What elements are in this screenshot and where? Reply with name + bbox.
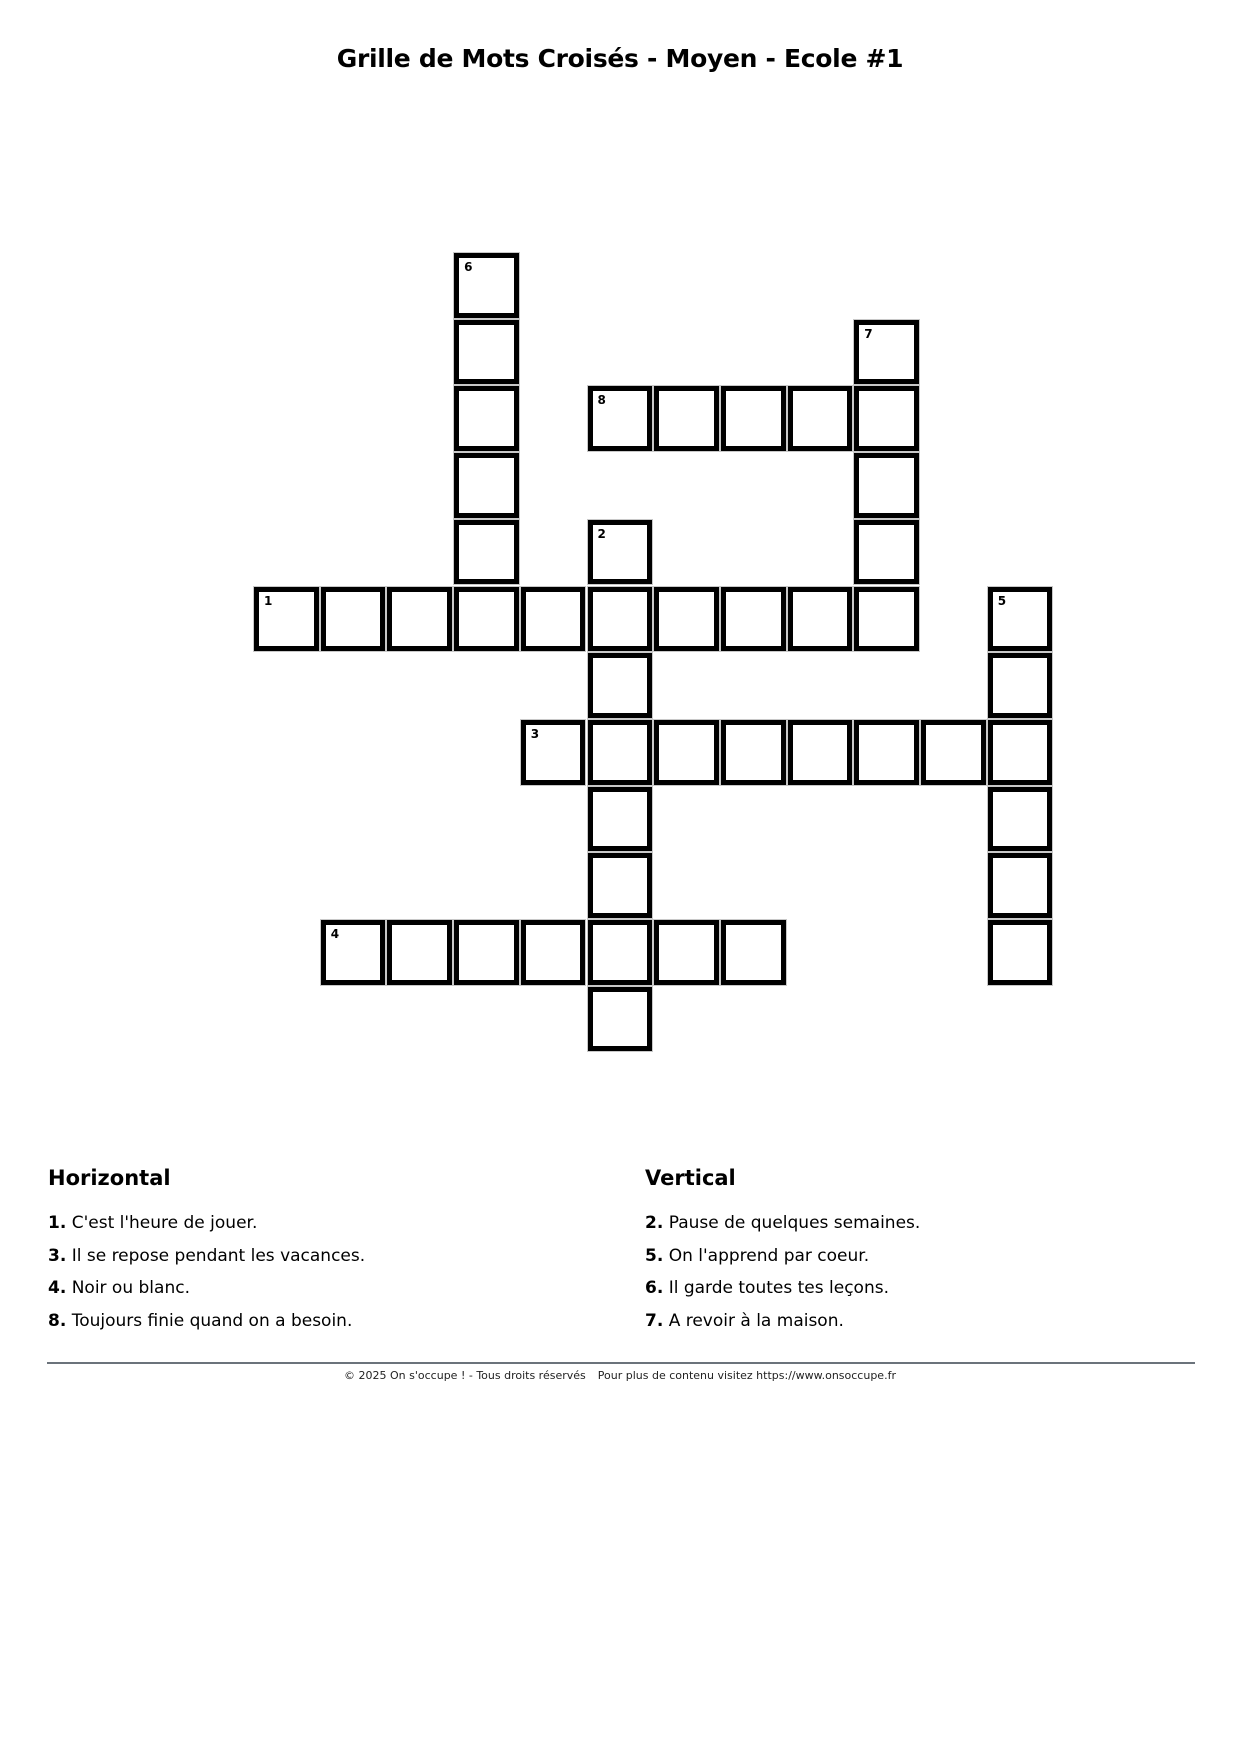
grid-cell-box <box>588 653 653 718</box>
grid-cell-box <box>788 720 853 785</box>
grid-cell[interactable] <box>853 719 920 786</box>
grid-cell-box <box>254 587 319 652</box>
grid-cell-box <box>721 386 786 451</box>
grid-cell[interactable] <box>320 586 387 653</box>
grid-cell-box <box>721 920 786 985</box>
grid-cell-box <box>654 587 719 652</box>
clue-number: 6. <box>645 1278 664 1299</box>
grid-cell-box <box>921 720 986 785</box>
grid-cell[interactable] <box>720 719 787 786</box>
grid-cell-box <box>321 587 386 652</box>
clue-number: 3. <box>48 1245 67 1266</box>
grid-cell-box <box>588 520 653 585</box>
grid-cell[interactable] <box>853 586 920 653</box>
grid-cell-box <box>854 720 919 785</box>
cell-number: 5 <box>997 593 1007 608</box>
grid-cell[interactable] <box>520 719 587 786</box>
grid-cell-box <box>788 587 853 652</box>
grid-cell[interactable] <box>853 385 920 452</box>
clue-number: 2. <box>645 1213 664 1234</box>
grid-cell[interactable] <box>253 586 320 653</box>
grid-cell-box <box>988 920 1053 985</box>
grid-cell-box <box>988 787 1053 852</box>
grid-cell[interactable] <box>987 919 1054 986</box>
grid-cell-box <box>588 987 653 1052</box>
grid-cell[interactable] <box>720 586 787 653</box>
clue-item <box>645 1240 920 1273</box>
cell-number: 7 <box>864 326 873 341</box>
cell-number: 4 <box>330 927 340 941</box>
clue-number: 4. <box>48 1278 67 1299</box>
grid-cell[interactable] <box>987 786 1054 853</box>
grid-cell[interactable] <box>653 719 720 786</box>
grid-cell-box <box>788 386 853 451</box>
grid-cell-box <box>454 520 519 585</box>
clues-vertical-heading: Vertical <box>645 1166 736 1190</box>
grid-cell-box <box>721 587 786 652</box>
clue-text: A revoir à la maison. <box>668 1310 844 1331</box>
cell-number: 6 <box>464 260 473 274</box>
grid-cell[interactable] <box>587 385 654 452</box>
grid-cell-box <box>521 587 586 652</box>
grid-cell[interactable] <box>987 852 1054 919</box>
clue-item <box>645 1207 920 1240</box>
grid-cell-box <box>854 520 919 585</box>
grid-cell[interactable] <box>587 519 654 586</box>
grid-cell[interactable] <box>653 586 720 653</box>
grid-cell-box <box>988 853 1053 918</box>
clue-text: Toujours finie quand on a besoin. <box>71 1310 353 1331</box>
grid-cell-box <box>588 920 653 985</box>
clue-item <box>48 1305 365 1338</box>
grid-cell[interactable] <box>987 586 1054 653</box>
grid-cell-box <box>321 920 386 985</box>
grid-cell-box <box>454 320 519 385</box>
grid-cell[interactable] <box>320 919 387 986</box>
grid-cell-box <box>654 386 719 451</box>
page-title: Grille de Mots Croisés - Moyen - Ecole #1 <box>336 44 904 73</box>
grid-cell[interactable] <box>720 385 787 452</box>
grid-cell[interactable] <box>386 919 453 986</box>
grid-cell[interactable] <box>787 719 854 786</box>
grid-cell-box <box>588 787 653 852</box>
grid-cell[interactable] <box>453 919 520 986</box>
grid-cell[interactable] <box>520 919 587 986</box>
grid-cell-box <box>654 720 719 785</box>
cell-number: 3 <box>530 726 540 741</box>
clue-text: Il garde toutes tes leçons. <box>668 1278 889 1299</box>
grid-cell-box <box>387 587 452 652</box>
grid-cell[interactable] <box>453 252 520 319</box>
grid-cell[interactable] <box>587 852 654 919</box>
clue-item <box>48 1207 365 1240</box>
grid-cell-box <box>721 720 786 785</box>
grid-cell[interactable] <box>453 452 520 519</box>
footer-copyright: © 2025 On s'occupe ! - Tous droits réservés <box>344 1369 586 1382</box>
grid-cell-box <box>521 720 586 785</box>
grid-cell[interactable] <box>987 719 1054 786</box>
grid-cell[interactable] <box>853 452 920 519</box>
grid-cell[interactable] <box>453 519 520 586</box>
grid-cell[interactable] <box>587 719 654 786</box>
grid-cell-box <box>854 320 919 385</box>
grid-cell-box <box>454 453 519 518</box>
grid-cell-box <box>454 386 519 451</box>
clue-number: 1. <box>48 1213 67 1234</box>
clues-horizontal <box>48 1166 365 1337</box>
grid-cell[interactable] <box>987 652 1054 719</box>
grid-cell-box <box>454 253 519 318</box>
grid-cell-box <box>988 653 1053 718</box>
grid-cell[interactable] <box>920 719 987 786</box>
clue-text: Noir ou blanc. <box>71 1278 190 1299</box>
grid-cell[interactable] <box>587 652 654 719</box>
grid-cell[interactable] <box>787 586 854 653</box>
grid-cell-box <box>588 720 653 785</box>
grid-cell-box <box>588 587 653 652</box>
clues-vertical <box>645 1166 920 1337</box>
grid-cell-box <box>521 920 586 985</box>
clue-text: Pause de quelques semaines. <box>668 1213 921 1234</box>
cell-number: 8 <box>597 393 606 408</box>
grid-cell[interactable] <box>587 986 654 1053</box>
grid-cell-box <box>588 853 653 918</box>
crossword-grid <box>253 252 1053 1052</box>
grid-cell-box <box>454 587 519 652</box>
footer-link-text[interactable]: Pour plus de contenu visitez https://www.onsoccupe.fr <box>597 1369 896 1382</box>
grid-cell[interactable] <box>386 586 453 653</box>
grid-cell-box <box>854 386 919 451</box>
grid-cell-box <box>588 386 653 451</box>
grid-cell-box <box>454 920 519 985</box>
grid-cell-box <box>988 587 1053 652</box>
clue-text: C'est l'heure de jouer. <box>71 1213 258 1234</box>
grid-cell[interactable] <box>853 319 920 386</box>
grid-cell[interactable] <box>453 385 520 452</box>
cell-number: 1 <box>264 593 273 608</box>
clue-item <box>645 1272 920 1305</box>
grid-cell-box <box>854 453 919 518</box>
grid-cell[interactable] <box>587 586 654 653</box>
grid-cell[interactable] <box>653 919 720 986</box>
grid-cell[interactable] <box>853 519 920 586</box>
grid-cell[interactable] <box>453 319 520 386</box>
clue-text: Il se repose pendant les vacances. <box>71 1245 366 1266</box>
clue-item <box>48 1272 365 1305</box>
clue-item <box>48 1240 365 1273</box>
grid-cell[interactable] <box>453 586 520 653</box>
clue-number: 8. <box>48 1310 67 1331</box>
grid-cell[interactable] <box>653 385 720 452</box>
grid-cell-box <box>654 920 719 985</box>
clue-text: On l'apprend par coeur. <box>668 1245 870 1266</box>
clue-number: 5. <box>645 1245 664 1266</box>
grid-cell[interactable] <box>587 919 654 986</box>
footer-divider <box>47 1362 1195 1364</box>
grid-cell[interactable] <box>520 586 587 653</box>
clues-horizontal-heading: Horizontal <box>48 1166 171 1190</box>
grid-cell[interactable] <box>720 919 787 986</box>
grid-cell-box <box>988 720 1053 785</box>
clue-item <box>645 1305 920 1338</box>
grid-cell-box <box>387 920 452 985</box>
cell-number: 2 <box>597 526 606 541</box>
clue-number: 7. <box>645 1310 664 1331</box>
grid-cell-box <box>854 587 919 652</box>
footer <box>0 1369 1240 1382</box>
grid-cell[interactable] <box>587 786 654 853</box>
grid-cell[interactable] <box>787 385 854 452</box>
